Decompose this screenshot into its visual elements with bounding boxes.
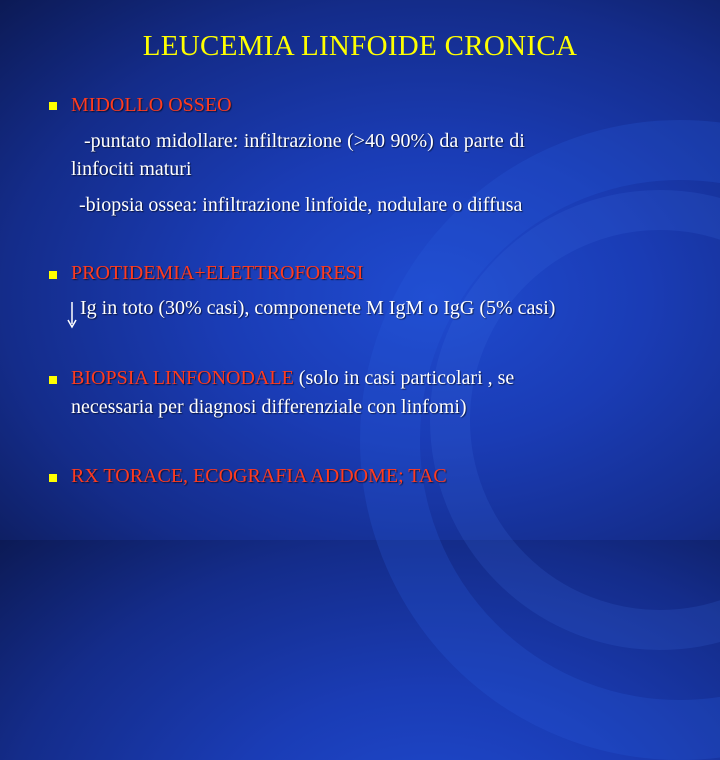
section-heading-midollo: MIDOLLO OSSEO <box>71 94 232 116</box>
section-heading-biopsia: BIOPSIA LINFONODALE <box>71 367 294 389</box>
section-heading-rx: RX TORACE, ECOGRAFIA ADDOME; TAC <box>71 465 447 487</box>
body-line-puntato: -puntato midollare: infiltrazione (>40 90%) da parte di <box>84 130 525 152</box>
body-line-biopsia-ossea: -biopsia ossea: infiltrazione linfoide, nodulare o diffusa <box>79 194 523 216</box>
square-bullet-icon <box>49 271 57 279</box>
square-bullet-icon <box>49 102 57 110</box>
slide-title: LEUCEMIA LINFOIDE CRONICA <box>142 30 578 62</box>
body-line-linfociti: linfociti maturi <box>71 158 192 180</box>
body-line-ig: Ig in toto (30% casi), componenete M IgM o IgG (5% casi) <box>80 297 556 319</box>
section-heading-protidemia: PROTIDEMIA+ELETTROFORESI <box>71 262 364 284</box>
section-line-biopsia-linfonodale <box>71 367 514 390</box>
down-arrow-icon <box>65 300 79 330</box>
section-heading-suffix: (solo in casi particolari , se <box>293 367 515 389</box>
square-bullet-icon <box>49 376 57 384</box>
square-bullet-icon <box>49 474 57 482</box>
body-line-necessaria: necessaria per diagnosi differenziale con linfomi) <box>71 396 467 418</box>
